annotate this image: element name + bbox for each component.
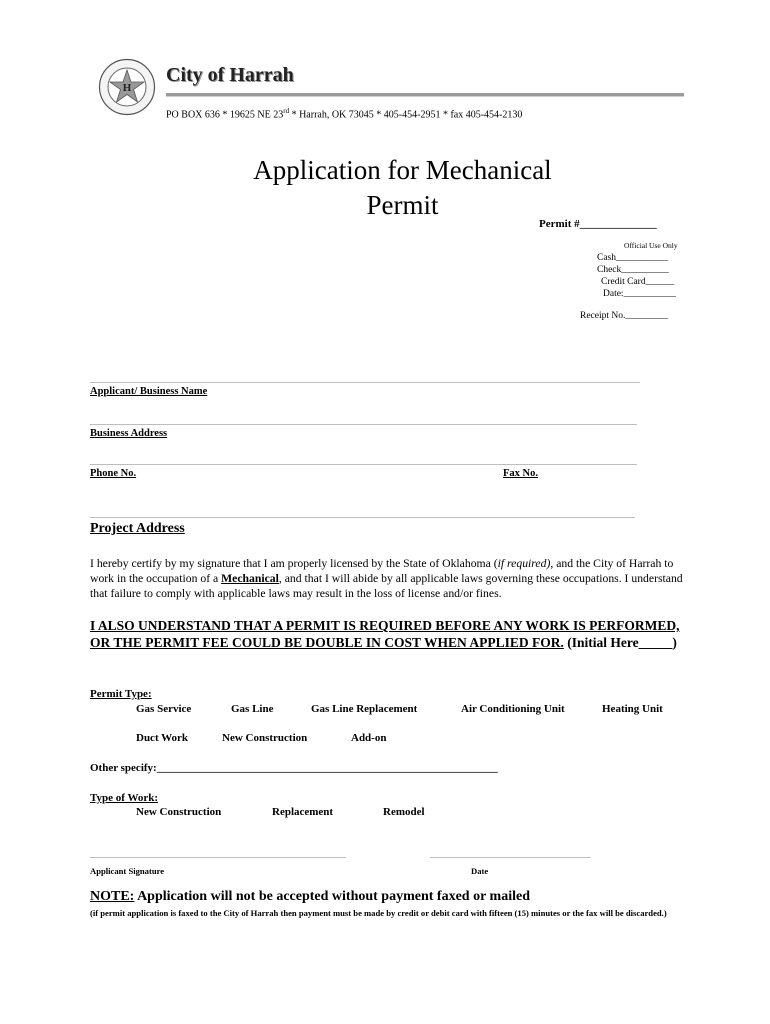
- applicant-name-label: Applicant/ Business Name: [90, 386, 208, 397]
- city-seal: [98, 58, 156, 116]
- official-use-label: Official Use Only: [624, 241, 678, 250]
- signature-line[interactable]: [90, 857, 346, 858]
- option-gas-line[interactable]: Gas Line: [231, 703, 274, 715]
- option-gas-line-replacement[interactable]: Gas Line Replacement: [311, 703, 418, 715]
- cash-field: Cash___________: [597, 253, 669, 263]
- project-address-label: Project Address: [90, 521, 185, 536]
- city-address: PO BOX 636 * 19625 NE 23rd * Harrah, OK 73045 * 405-454-2951 * fax 405-454-2130: [166, 107, 523, 121]
- footer-note: NOTE: Application will not be accepted without payment faxed or mailed: [90, 889, 530, 904]
- page-title: Application for Mechanical Permit: [253, 155, 552, 220]
- footer-note-detail: (if permit application is faxed to the City of Harrah then payment must be made by credit or debit card with fifteen (15) minutes or the fax will be discarded.): [90, 908, 667, 918]
- option-air-conditioning-unit[interactable]: Air Conditioning Unit: [461, 703, 565, 715]
- phone-label: Phone No.: [90, 468, 137, 479]
- business-address-line[interactable]: [90, 424, 637, 425]
- seal-letter: H: [122, 82, 132, 94]
- check-field: Check__________: [597, 265, 669, 275]
- city-name: City of Harrah: [166, 64, 294, 86]
- other-specify-field[interactable]: Other specify:______________________________________________________________: [90, 762, 498, 774]
- receipt-number: Receipt No._________: [580, 311, 669, 321]
- signature-date-label: Date: [471, 866, 489, 876]
- project-address-line[interactable]: [90, 517, 635, 518]
- applicant-name-line[interactable]: [90, 382, 640, 383]
- option-heating-unit[interactable]: Heating Unit: [602, 703, 663, 715]
- work-remodel[interactable]: Remodel: [383, 806, 425, 818]
- type-of-work-label: Type of Work:: [90, 792, 159, 804]
- work-new-construction[interactable]: New Construction: [136, 806, 222, 818]
- permit-notice: I ALSO UNDERSTAND THAT A PERMIT IS REQUIRED BEFORE ANY WORK IS PERFORMED, OR THE PERMIT FEE COULD BE DOUBLE IN COST WHEN APPLIED FOR. (Initial Here_____): [90, 618, 680, 650]
- business-address-label: Business Address: [90, 428, 168, 439]
- credit-card-field: Credit Card______: [601, 277, 675, 287]
- applicant-signature-label: Applicant Signature: [90, 866, 165, 876]
- option-duct-work[interactable]: Duct Work: [136, 732, 189, 744]
- date-line[interactable]: [430, 857, 591, 858]
- header-rule: [166, 93, 684, 97]
- option-new-construction[interactable]: New Construction: [222, 732, 308, 744]
- work-replacement[interactable]: Replacement: [272, 806, 334, 818]
- permit-number: Permit #______________: [539, 218, 657, 230]
- option-gas-service[interactable]: Gas Service: [136, 703, 192, 715]
- certification-text: I hereby certify by my signature that I am properly licensed by the State of Oklahoma (if required), and the City of Harrah to work in the occupation of a Mechanical, and that I will abide by all applicable laws governing these occupations. I understand that failure to comply with applicable laws may result in the loss of license and/or fines.: [90, 557, 683, 600]
- date-field: Date:___________: [603, 289, 676, 299]
- fax-label: Fax No.: [503, 468, 538, 479]
- phone-fax-line[interactable]: [90, 464, 637, 465]
- option-add-on[interactable]: Add-on: [351, 732, 387, 744]
- permit-type-label: Permit Type:: [90, 688, 152, 700]
